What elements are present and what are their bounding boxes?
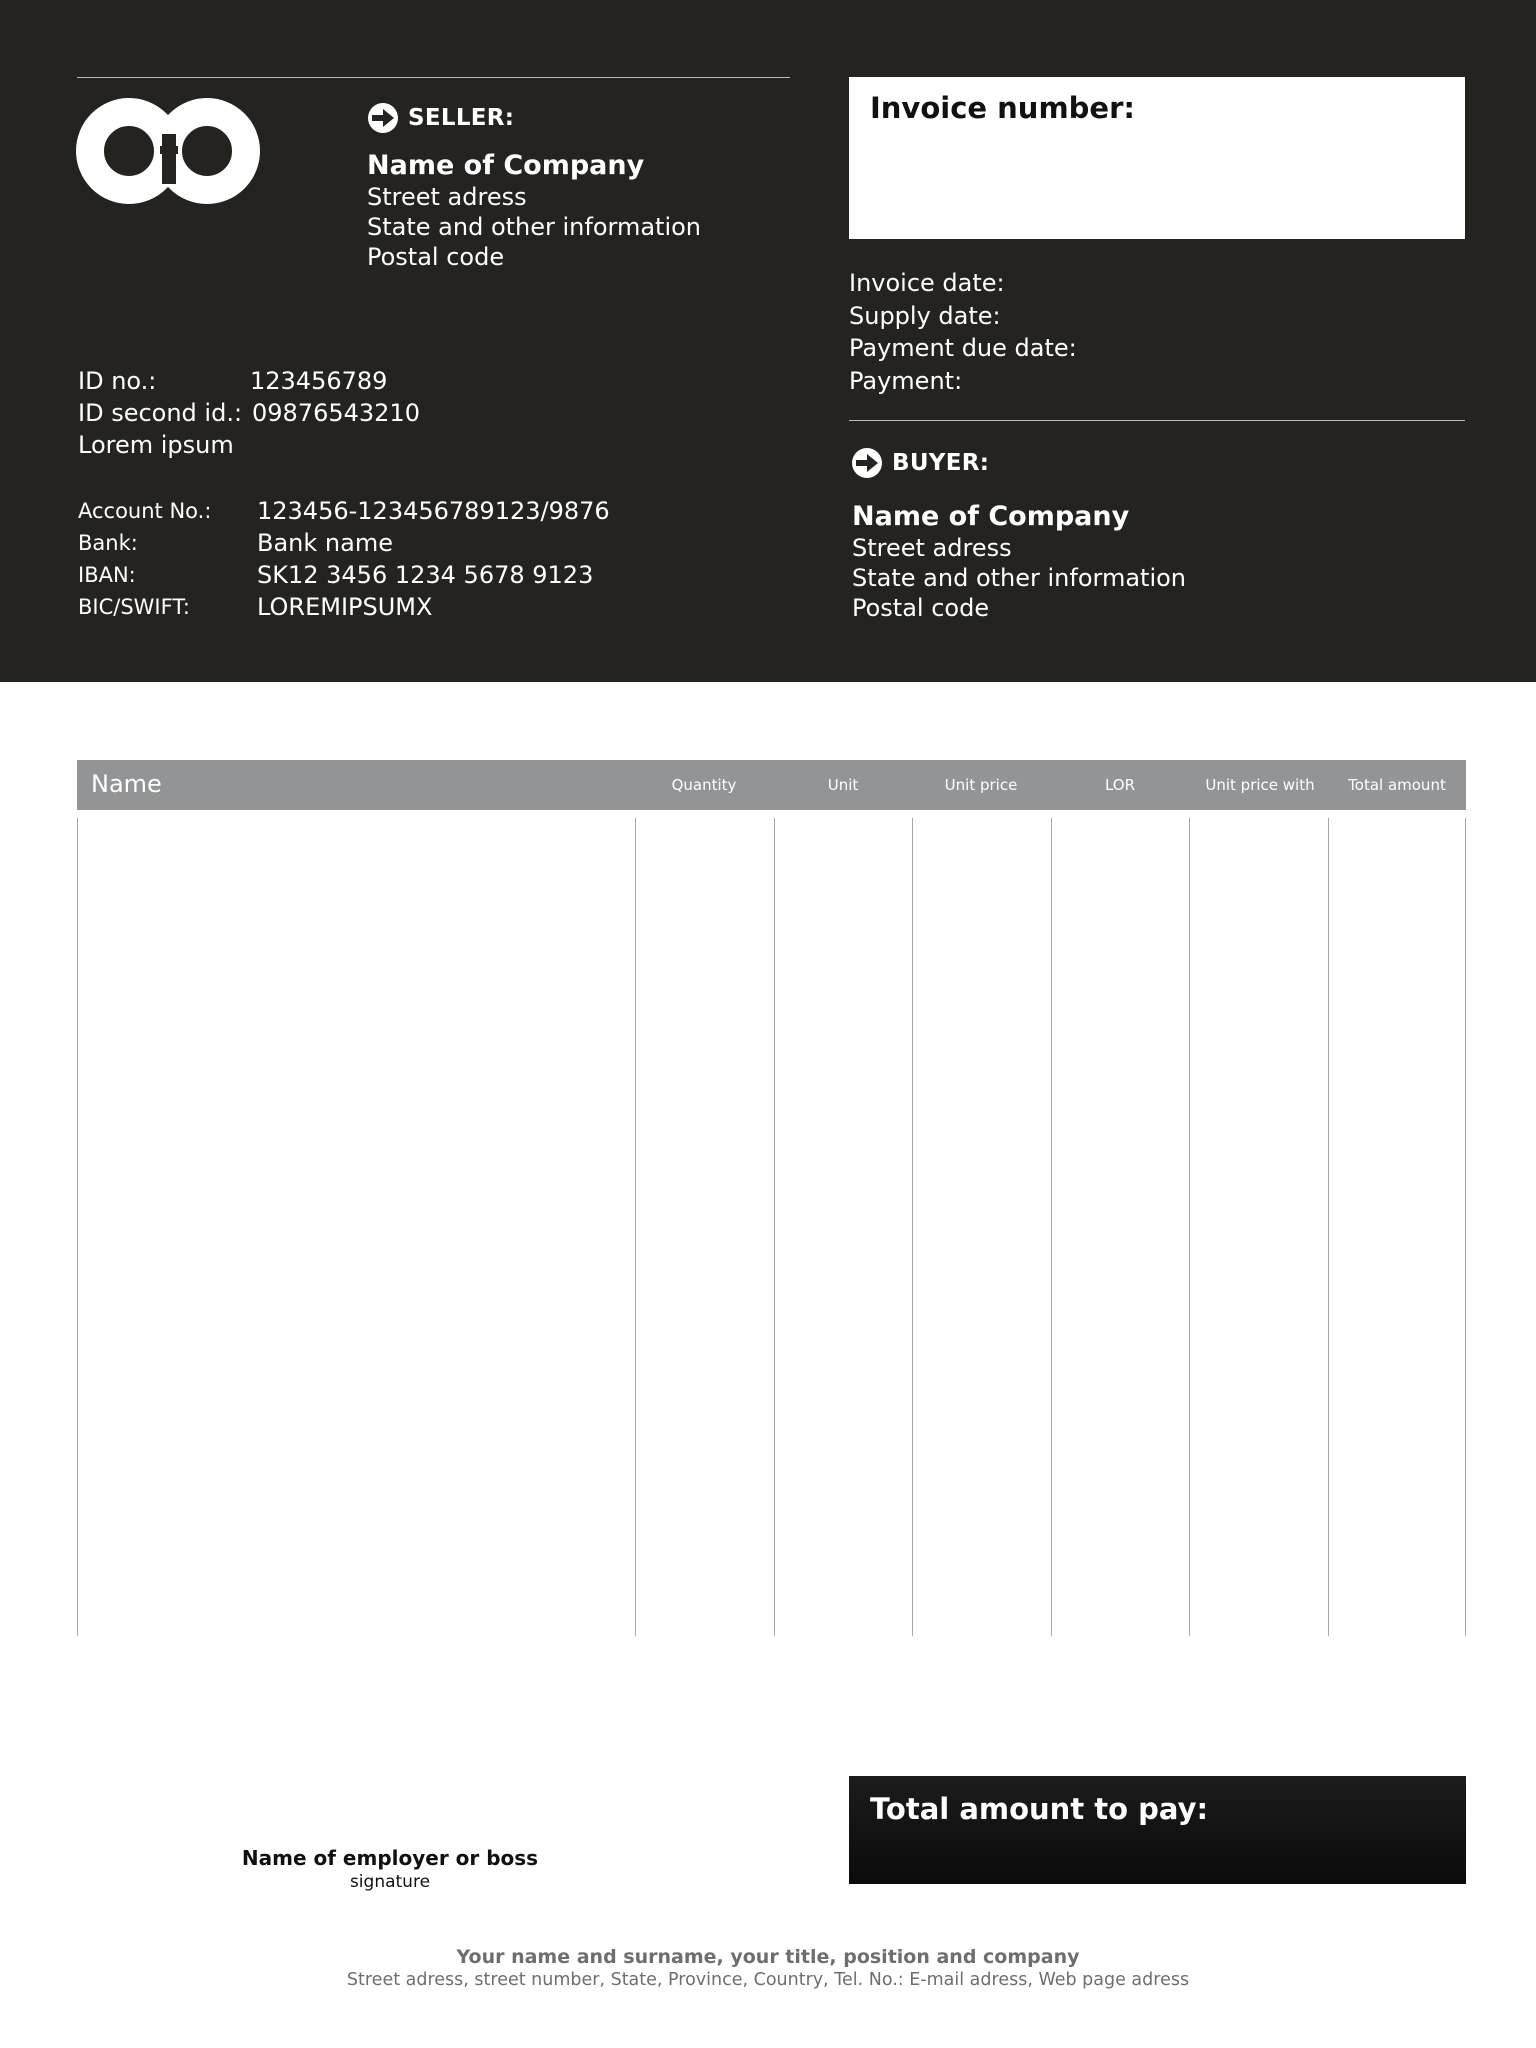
column-header-name: Name xyxy=(91,770,162,798)
bank-value: SK12 3456 1234 5678 9123 xyxy=(257,561,594,589)
bank-value: Bank name xyxy=(257,529,393,557)
payment-label: Payment: xyxy=(849,366,963,395)
invoice-number-box[interactable] xyxy=(849,77,1465,239)
column-header-lor: LOR xyxy=(1104,776,1136,794)
bank-key: Account No.: xyxy=(78,499,212,523)
table-column-line xyxy=(635,818,636,1636)
seller-company-name: Name of Company xyxy=(367,150,645,181)
buyer-label-text: BUYER: xyxy=(892,450,990,476)
buyer-state: State and other information xyxy=(852,564,1187,592)
buyer-label xyxy=(852,448,989,478)
total-amount-title: Total amount to pay: xyxy=(870,1792,1209,1826)
column-header-unit-price: Unit price xyxy=(944,776,1018,794)
arrow-right-circle-icon xyxy=(852,448,882,478)
signature-name: Name of employer or boss xyxy=(241,1846,539,1870)
bank-value: LOREMIPSUMX xyxy=(257,593,433,621)
signature-caption: signature xyxy=(349,1872,431,1892)
table-column-line xyxy=(1465,818,1466,1636)
bank-row xyxy=(78,527,610,559)
bank-key: Bank: xyxy=(78,531,138,555)
bank-key: BIC/SWIFT: xyxy=(78,595,190,619)
invoice-date-label: Invoice date: xyxy=(849,269,1005,297)
invoice-header xyxy=(0,0,1536,682)
id-key: Lorem ipsum xyxy=(78,431,234,459)
seller-postal: Postal code xyxy=(367,243,505,271)
invoice-dates xyxy=(849,267,1077,397)
items-table-header xyxy=(77,760,1466,844)
bank-row xyxy=(78,495,610,527)
invoice-number-title: Invoice number: xyxy=(870,91,1135,125)
table-column-line xyxy=(1051,818,1052,1636)
id-row xyxy=(78,365,420,397)
id-row xyxy=(78,397,420,429)
bank-row xyxy=(78,591,610,623)
table-column-line xyxy=(1189,818,1190,1636)
buyer-top-divider xyxy=(849,420,1465,421)
supply-date-label: Supply date: xyxy=(849,301,1001,330)
table-column-line xyxy=(912,818,913,1636)
column-header-unit: Unit xyxy=(827,776,859,794)
total-amount-box[interactable] xyxy=(849,1776,1466,1884)
id-key: ID second id.: xyxy=(78,399,243,427)
buyer-company-name: Name of Company xyxy=(852,501,1130,532)
footer-name-line: Your name and surname, your title, position and company xyxy=(456,1946,1080,1968)
table-column-line xyxy=(1328,818,1329,1636)
table-column-line xyxy=(774,818,775,1636)
id-value: 09876543210 xyxy=(252,399,420,427)
id-row xyxy=(78,429,420,461)
seller-id-block xyxy=(78,365,420,461)
seller-state: State and other information xyxy=(367,213,702,241)
seller-top-divider xyxy=(77,77,790,78)
bank-block xyxy=(78,495,610,623)
buyer-address-block xyxy=(852,501,1186,623)
buyer-postal: Postal code xyxy=(852,594,990,622)
arrow-right-circle-icon xyxy=(368,103,398,133)
due-date-label: Payment due date: xyxy=(849,334,1077,362)
infinity-logo-icon xyxy=(76,98,260,208)
seller-label-text: SELLER: xyxy=(408,105,515,131)
table-column-line xyxy=(77,818,78,1636)
buyer-street: Street adress xyxy=(852,534,1012,562)
bank-value: 123456-123456789123/9876 xyxy=(257,497,610,525)
seller-address-block xyxy=(367,150,701,272)
id-value: 123456789 xyxy=(250,367,388,395)
bank-key: IBAN: xyxy=(78,563,136,587)
footer-address-line: Street adress, street number, State, Province, Country, Tel. No.: E-mail adress, Web page adress xyxy=(346,1970,1190,1990)
bank-row xyxy=(78,559,610,591)
id-key: ID no.: xyxy=(78,367,157,395)
column-header-total-amount: Total amount xyxy=(1348,776,1446,794)
seller-label xyxy=(368,103,514,133)
column-header-quantity: Quantity xyxy=(671,776,737,794)
seller-street: Street adress xyxy=(367,183,527,211)
column-header-unit-price-with-lor: Unit price with LOR xyxy=(1205,776,1315,844)
